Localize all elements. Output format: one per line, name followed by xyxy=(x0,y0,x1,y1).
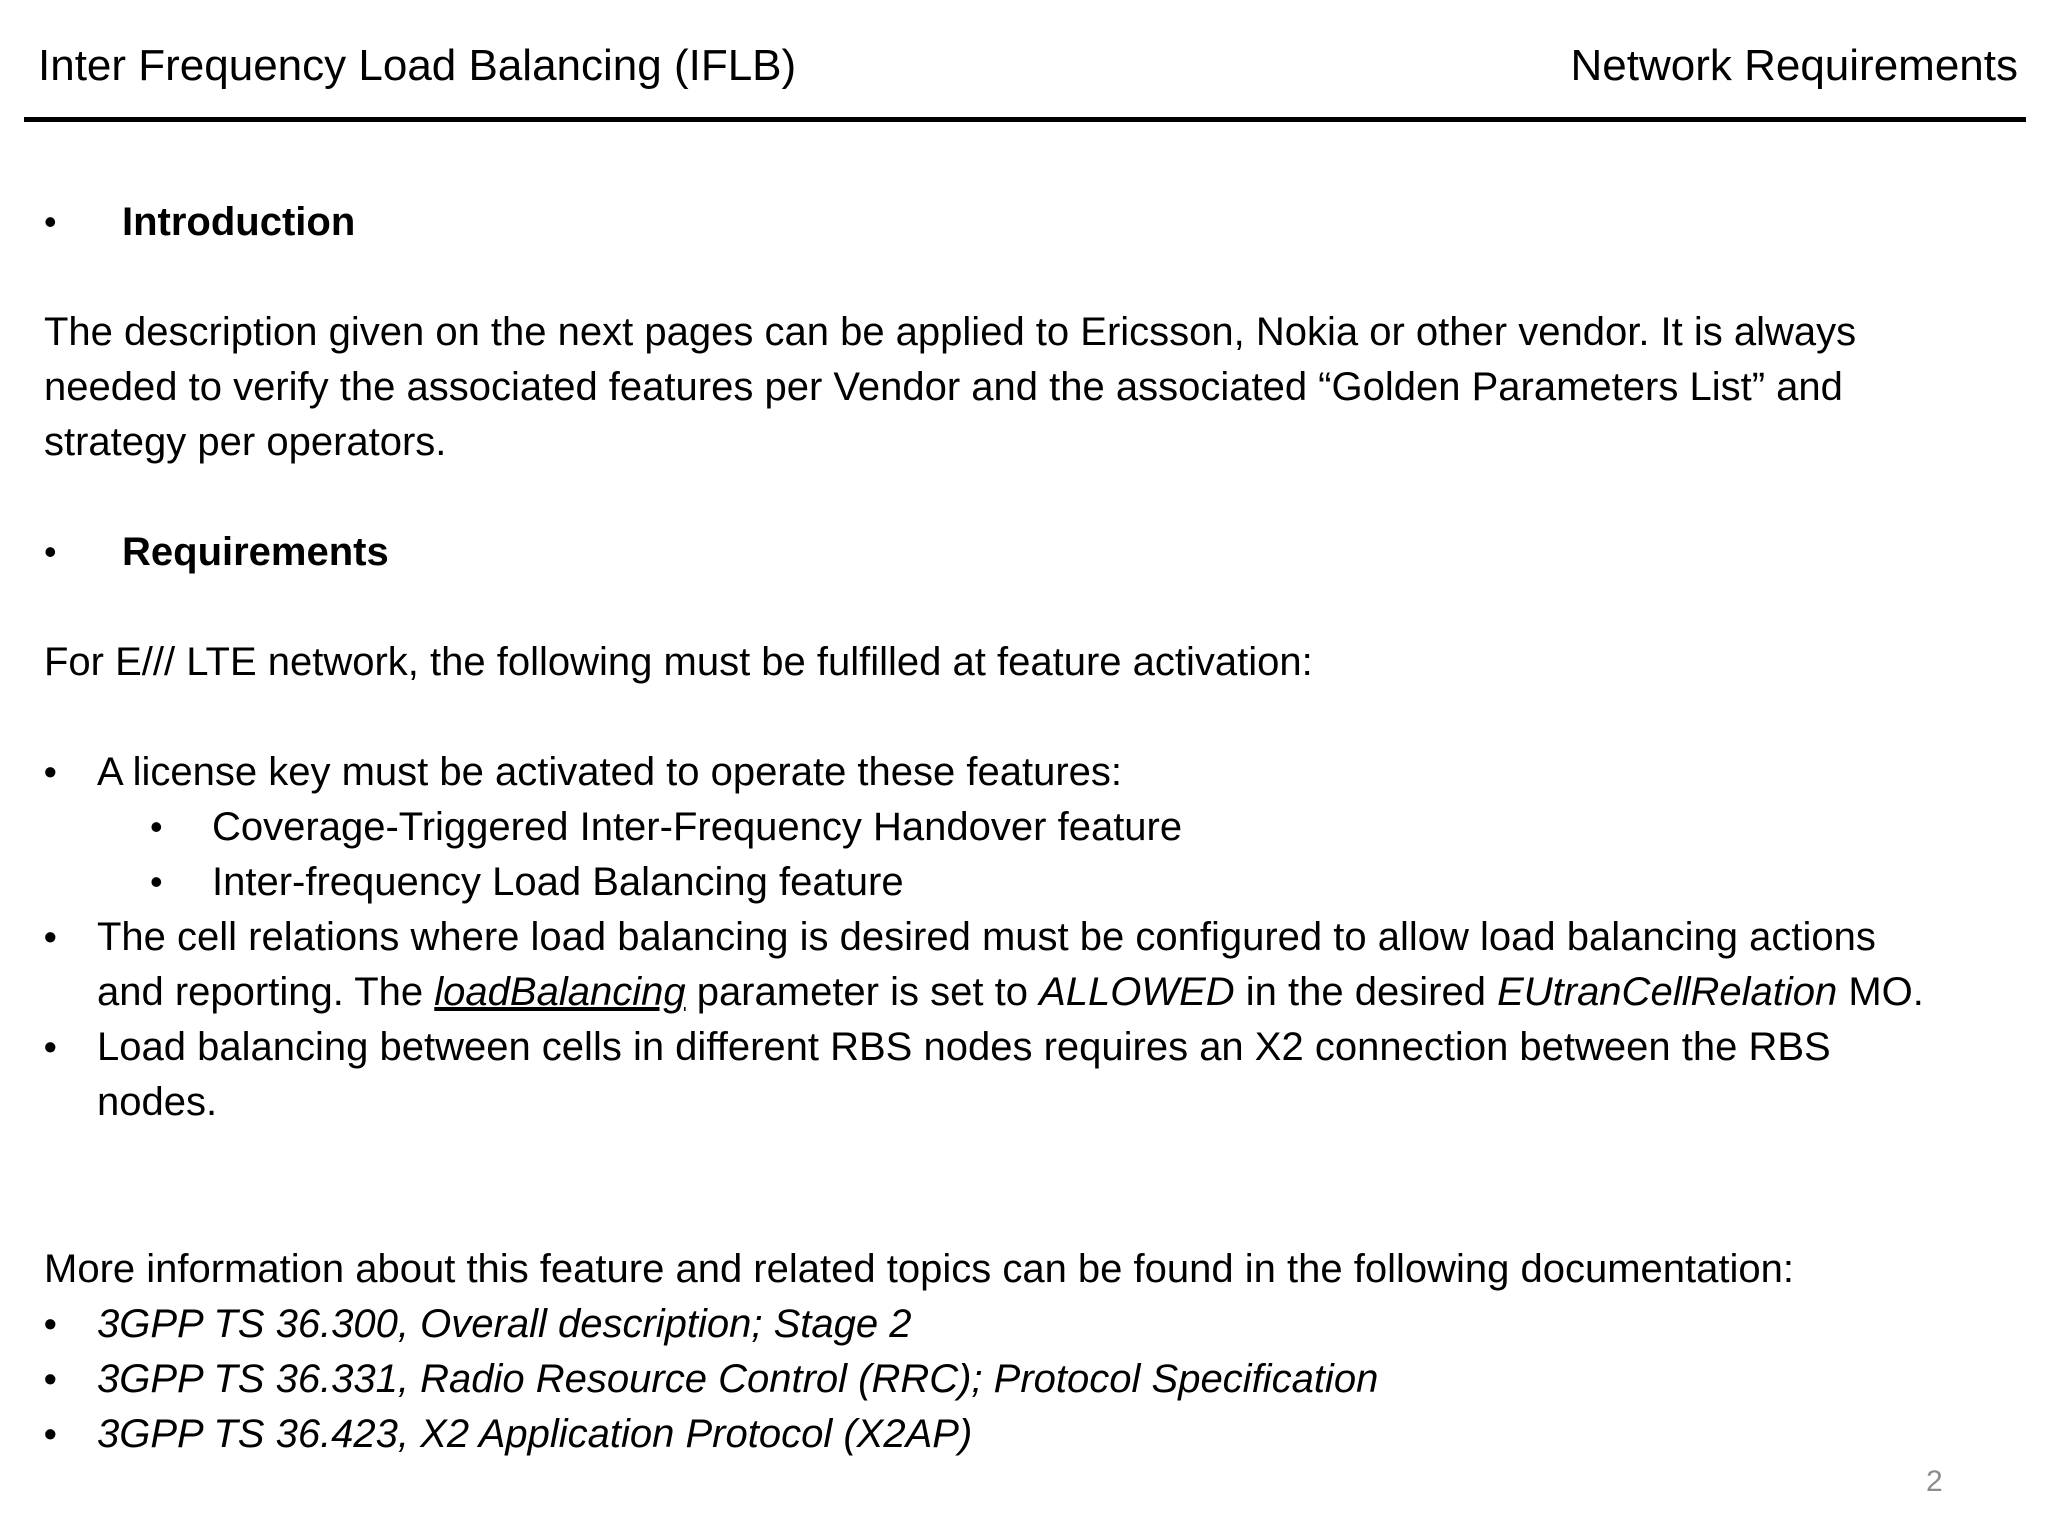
requirements-lead: For E/// LTE network, the following must be fulfilled at feature activation: xyxy=(44,640,1313,684)
introduction-heading: Introduction xyxy=(122,200,356,244)
bullet-cell-relations: • xyxy=(44,916,57,957)
license-feature-2: Inter-frequency Load Balancing feature xyxy=(212,860,904,904)
bullet-introduction: • xyxy=(44,201,57,242)
reference-1: 3GPP TS 36.300, Overall description; Stage 2 xyxy=(97,1302,912,1346)
requirements-heading: Requirements xyxy=(122,530,389,574)
cell-relations-text-3: in the desired xyxy=(1234,970,1498,1014)
section-title: Network Requirements xyxy=(1570,41,2018,90)
introduction-line-3: strategy per operators. xyxy=(44,420,447,464)
load-balancing-parameter: loadBalancing xyxy=(434,970,686,1014)
reference-3: 3GPP TS 36.423, X2 Application Protocol (X2AP) xyxy=(97,1412,973,1456)
eutran-cell-relation-mo: EUtranCellRelation xyxy=(1497,970,1838,1014)
x2-line-1: Load balancing between cells in different RBS nodes requires an X2 connection between the RBS xyxy=(97,1025,1831,1069)
page-number: 2 xyxy=(1926,1465,1943,1498)
header-divider xyxy=(24,117,2026,122)
cell-relations-text-2: parameter is set to xyxy=(685,970,1040,1014)
cell-relations-line-2 xyxy=(97,964,1924,1020)
bullet-ref-1: • xyxy=(44,1303,57,1344)
bullet-feature-2: • xyxy=(150,861,163,902)
bullet-x2: • xyxy=(44,1026,57,1067)
cell-relations-text-1: and reporting. The xyxy=(97,970,435,1014)
bullet-feature-1: • xyxy=(150,806,163,847)
allowed-value: ALLOWED xyxy=(1039,970,1235,1014)
x2-line-2: nodes. xyxy=(97,1080,218,1124)
slide-title: Inter Frequency Load Balancing (IFLB) xyxy=(38,41,797,90)
bullet-requirements: • xyxy=(44,531,57,572)
cell-relations-text-4: MO. xyxy=(1837,970,1924,1014)
license-item: A license key must be activated to operate these features: xyxy=(97,750,1123,794)
license-feature-1: Coverage-Triggered Inter-Frequency Handover feature xyxy=(212,805,1183,849)
cell-relations-line-1: The cell relations where load balancing is desired must be configured to allow load balancing actions xyxy=(97,915,1876,959)
introduction-line-2: needed to verify the associated features per Vendor and the associated “Golden Parameters List” and xyxy=(44,365,1843,409)
bullet-ref-2: • xyxy=(44,1358,57,1399)
documentation-lead: More information about this feature and related topics can be found in the following documentation: xyxy=(44,1247,1794,1291)
bullet-ref-3: • xyxy=(44,1413,57,1454)
reference-2: 3GPP TS 36.331, Radio Resource Control (RRC); Protocol Specification xyxy=(97,1357,1379,1401)
introduction-line-1: The description given on the next pages can be applied to Ericsson, Nokia or other vendor. It is always xyxy=(44,310,1857,354)
bullet-license: • xyxy=(44,751,57,792)
